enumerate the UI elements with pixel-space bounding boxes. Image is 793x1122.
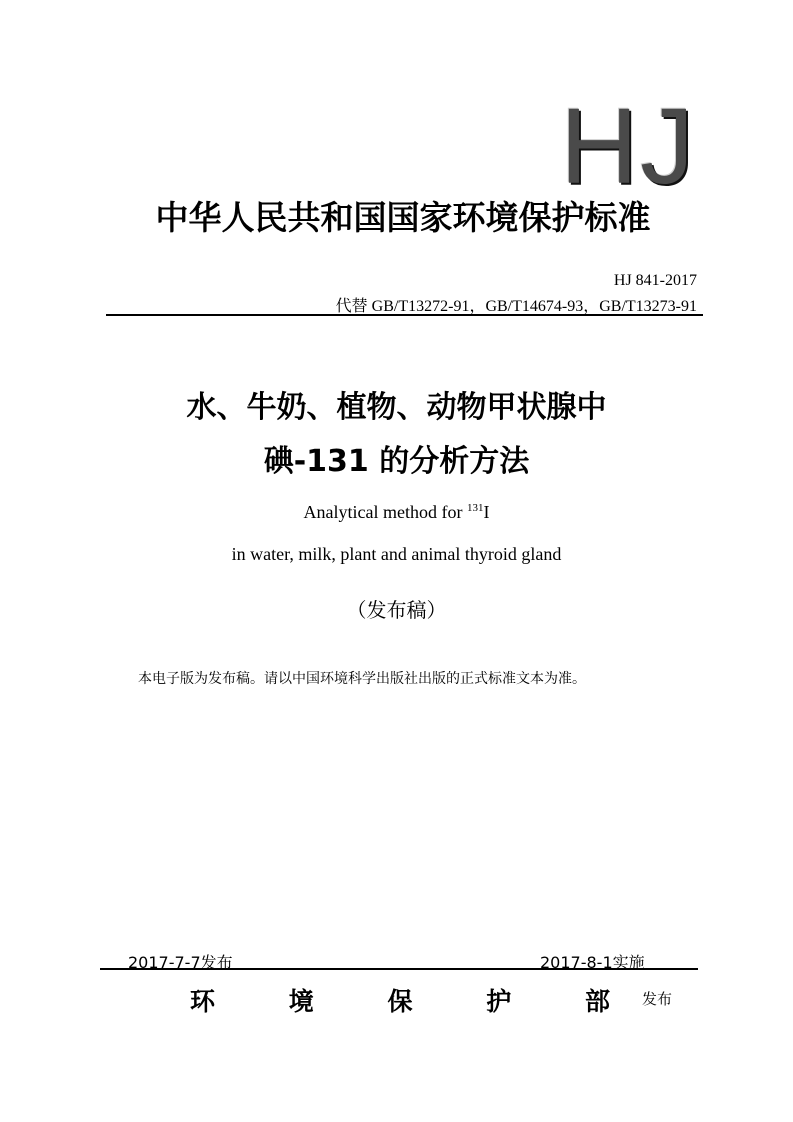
- title-en-prefix: Analytical method for: [303, 502, 467, 522]
- draft-label: （发布稿）: [346, 598, 447, 622]
- issuer-char: 环: [190, 987, 216, 1016]
- national-standard-heading: 中华人民共和国国家环境保护标准: [155, 198, 651, 237]
- title-en-line1: [0, 502, 793, 523]
- title-en-line2: in water, milk, plant and animal thyroid gland: [231, 544, 562, 564]
- issuer-char: 护: [486, 987, 512, 1016]
- implementation-date: 2017-8-1实施: [540, 953, 645, 972]
- bottom-divider: [100, 968, 698, 970]
- issuer-name: [190, 982, 610, 1018]
- issue-word: 发布: [642, 990, 673, 1008]
- title-cn-line2: 碘-131 的分析方法: [263, 444, 530, 479]
- issuer-char: 部: [584, 987, 610, 1016]
- issuer-char: 保: [387, 987, 413, 1016]
- issue-date: 2017-7-7发布: [128, 953, 233, 972]
- title-en-suffix: I: [483, 502, 490, 522]
- top-divider: [106, 314, 703, 316]
- title-cn-line1: 水、牛奶、植物、动物甲状腺中: [186, 390, 607, 425]
- isotope-superscript: 131: [466, 502, 484, 514]
- notice-text: 本电子版为发布稿。请以中国环境科学出版社出版的正式标准文本为准。: [138, 671, 586, 687]
- hj-logo: HJ: [560, 85, 696, 206]
- standard-number: HJ 841-2017: [613, 272, 697, 289]
- issuer-char: 境: [288, 987, 314, 1016]
- replaces-standards: 代替 GB/T13272-91，GB/T14674-93，GB/T13273-91: [335, 298, 697, 315]
